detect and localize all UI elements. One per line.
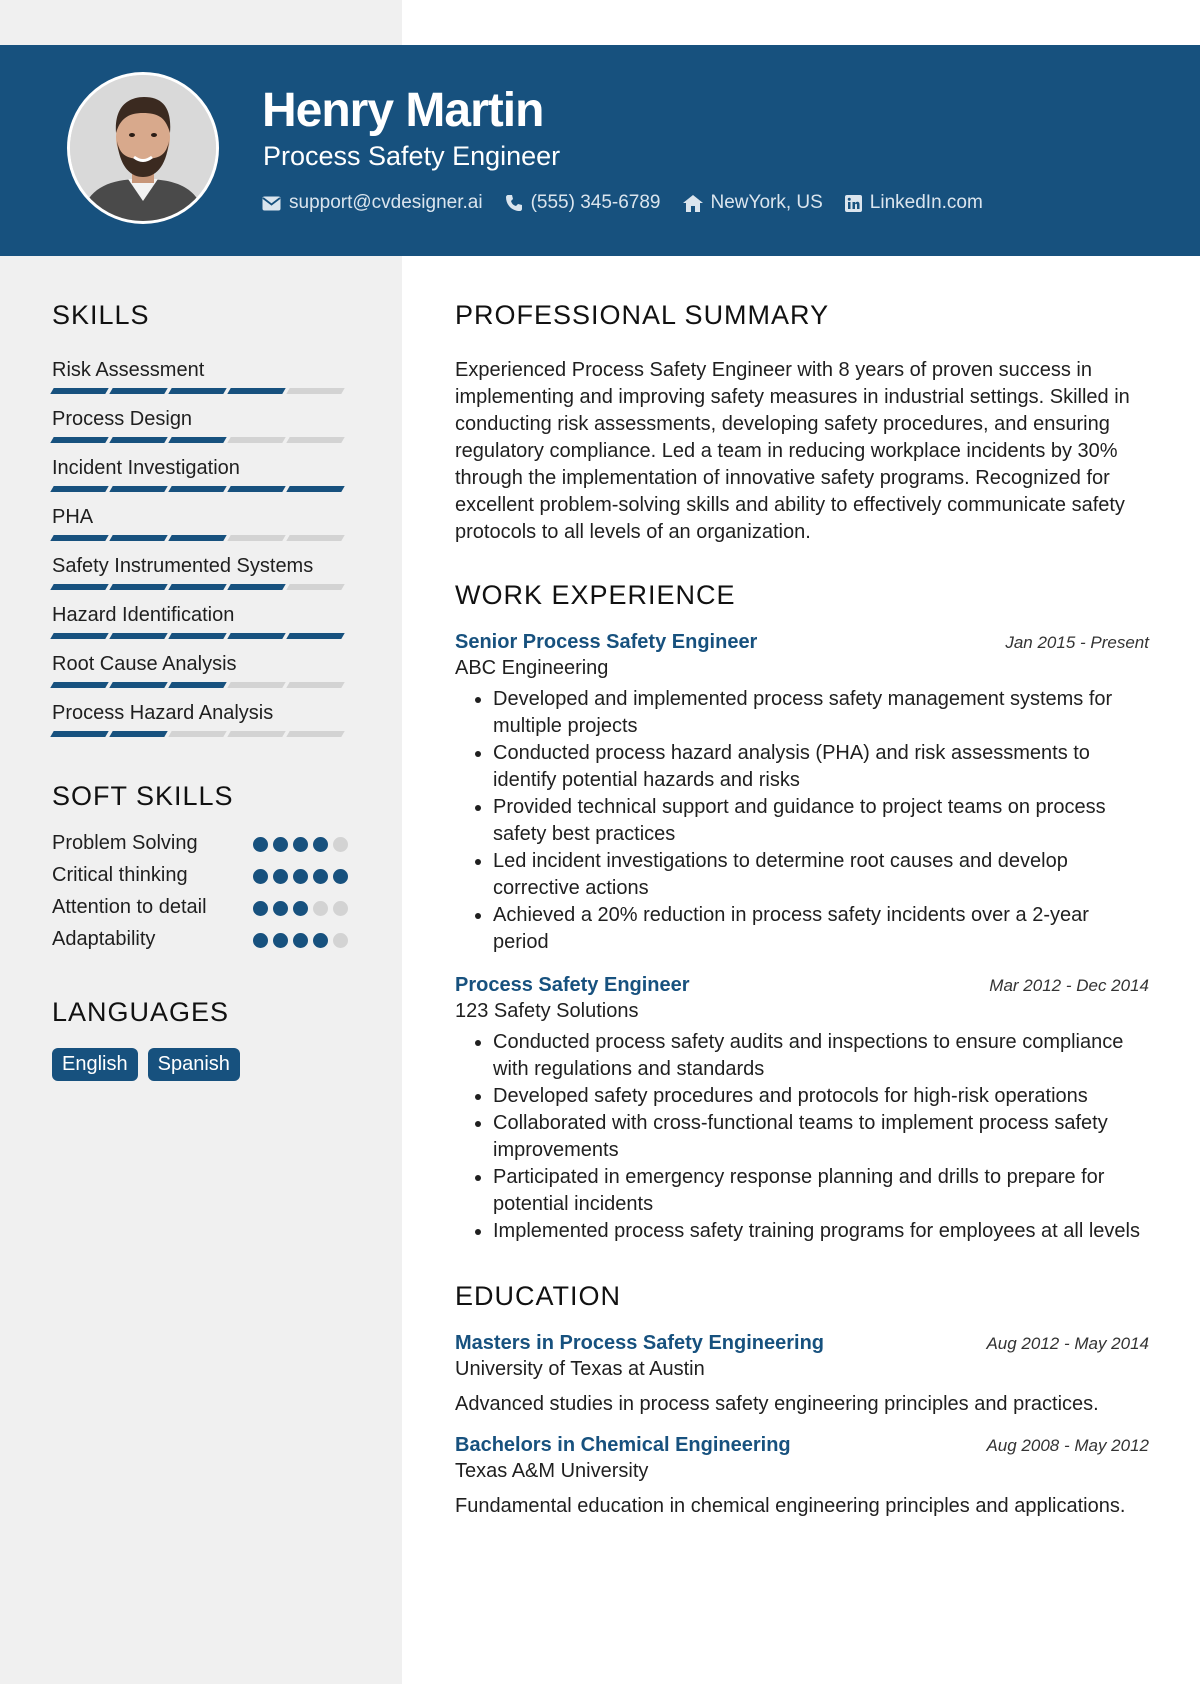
skill-item: [52, 406, 352, 443]
job-bullets: [455, 686, 1149, 956]
skill-name: PHA: [52, 506, 94, 528]
rating-dot: [333, 933, 348, 948]
skill-level-segment: [227, 682, 285, 688]
location-text: NewYork, US: [710, 192, 823, 213]
sidebar: [52, 300, 352, 1081]
skill-name: Risk Assessment: [52, 359, 205, 381]
education-description: Advanced studies in process safety engineering principles and practices.: [455, 1393, 1099, 1415]
rating-dot: [273, 837, 288, 852]
job-title: Senior Process Safety Engineer: [455, 631, 758, 653]
summary-heading: PROFESSIONAL SUMMARY: [455, 300, 830, 330]
skill-level-segment: [109, 682, 167, 688]
skill-item: [52, 455, 352, 492]
experience-heading: WORK EXPERIENCE: [455, 580, 736, 610]
rating-dot: [313, 901, 328, 916]
rating-dot: [273, 933, 288, 948]
soft-skill-name: Attention to detail: [52, 896, 207, 918]
avatar: [67, 72, 219, 224]
skill-level-segment: [227, 584, 285, 590]
skill-level-segment: [168, 731, 226, 737]
languages-heading: LANGUAGES: [52, 997, 230, 1027]
soft-skill-name: Adaptability: [52, 928, 156, 950]
language-badge: Spanish: [148, 1048, 240, 1081]
jobs-list: [455, 631, 1149, 1245]
rating-dot: [313, 933, 328, 948]
job-bullet: • Developed safety procedures and protocols for high-risk operations: [493, 1083, 1149, 1110]
skill-level-segment: [50, 584, 108, 590]
job-bullet: • Led incident investigations to determine root causes and develop corrective actions: [493, 848, 1149, 902]
skill-level-segment: [286, 584, 344, 590]
job-date: Mar 2012 - Dec 2014: [989, 976, 1149, 995]
job-bullet: • Developed and implemented process safety management systems for multiple projects: [493, 686, 1149, 740]
skills-list: [52, 357, 352, 737]
skill-level-segment: [109, 633, 167, 639]
education-header: [455, 1332, 1149, 1355]
resume-header: [0, 45, 1200, 256]
linkedin-text: LinkedIn.com: [869, 192, 983, 213]
skill-level-segment: [227, 486, 285, 492]
skill-level-segment: [109, 437, 167, 443]
education-header: [455, 1434, 1149, 1457]
soft-skill-rating: [253, 933, 348, 948]
skill-level-segment: [227, 535, 285, 541]
skill-item: [52, 602, 352, 639]
skill-level-bar: [52, 584, 352, 590]
soft-skill-name: Critical thinking: [52, 864, 188, 886]
skill-level-segment: [168, 486, 226, 492]
rating-dot: [293, 869, 308, 884]
education-entry: [455, 1434, 1149, 1520]
skill-level-segment: [109, 731, 167, 737]
skill-item: [52, 553, 352, 590]
job-entry: [455, 974, 1149, 1245]
school-name: University of Texas at Austin: [455, 1358, 705, 1380]
skill-level-segment: [227, 633, 285, 639]
degree-title: Masters in Process Safety Engineering: [455, 1332, 825, 1354]
phone-icon: [505, 194, 523, 212]
soft-skill-item: [52, 862, 348, 889]
education-list: [455, 1332, 1149, 1520]
rating-dot: [253, 901, 268, 916]
skill-level-segment: [227, 731, 285, 737]
skill-level-segment: [168, 388, 226, 394]
skill-level-bar: [52, 535, 352, 541]
job-entry: [455, 631, 1149, 956]
skill-level-segment: [168, 437, 226, 443]
skill-level-bar: [52, 731, 352, 737]
education-description: Fundamental education in chemical engineering principles and applications.: [455, 1495, 1126, 1517]
education-date: Aug 2012 - May 2014: [986, 1334, 1149, 1353]
soft-skill-rating: [253, 901, 348, 916]
contact-linkedin[interactable]: [845, 192, 983, 214]
skill-level-segment: [286, 682, 344, 688]
linkedin-icon: [845, 195, 862, 212]
phone-text: (555) 345-6789: [530, 192, 661, 213]
skill-name: Hazard Identification: [52, 604, 235, 626]
skill-level-bar: [52, 388, 352, 394]
skill-level-segment: [50, 437, 108, 443]
rating-dot: [293, 837, 308, 852]
skill-level-segment: [50, 633, 108, 639]
soft-skills-heading: SOFT SKILLS: [52, 781, 234, 811]
home-icon: [683, 195, 703, 212]
contact-bar: [262, 192, 983, 214]
soft-skill-item: [52, 894, 348, 921]
rating-dot: [333, 869, 348, 884]
envelope-icon: [262, 196, 281, 211]
soft-skill-item: [52, 926, 348, 953]
skill-level-segment: [168, 682, 226, 688]
candidate-title: Process Safety Engineer: [263, 141, 561, 171]
rating-dot: [293, 901, 308, 916]
contact-phone[interactable]: [505, 192, 661, 214]
skill-level-segment: [286, 535, 344, 541]
skill-level-segment: [109, 584, 167, 590]
rating-dot: [273, 901, 288, 916]
candidate-name: Henry Martin: [262, 84, 544, 137]
skills-heading: SKILLS: [52, 300, 150, 330]
skill-level-segment: [50, 682, 108, 688]
job-bullet: • Conducted process hazard analysis (PHA) and risk assessments to identify potential hazards and risks: [493, 740, 1149, 794]
skill-level-segment: [50, 486, 108, 492]
rating-dot: [253, 869, 268, 884]
job-bullet: • Participated in emergency response planning and drills to prepare for potential incidents: [493, 1164, 1149, 1218]
rating-dot: [313, 869, 328, 884]
skill-level-segment: [168, 584, 226, 590]
skill-level-segment: [286, 388, 344, 394]
skill-level-segment: [109, 535, 167, 541]
email-text: support@cvdesigner.ai: [289, 192, 483, 213]
skill-level-segment: [286, 633, 344, 639]
job-bullet: • Achieved a 20% reduction in process safety incidents over a 2-year period: [493, 902, 1149, 956]
skill-name: Safety Instrumented Systems: [52, 555, 314, 577]
skill-level-segment: [286, 486, 344, 492]
skill-level-segment: [50, 731, 108, 737]
skill-item: [52, 504, 352, 541]
skill-name: Root Cause Analysis: [52, 653, 237, 675]
rating-dot: [313, 837, 328, 852]
skill-level-segment: [227, 388, 285, 394]
school-name: Texas A&M University: [455, 1460, 649, 1482]
skill-item: [52, 700, 352, 737]
job-bullet: • Implemented process safety training programs for employees at all levels: [493, 1218, 1149, 1245]
job-date: Jan 2015 - Present: [1005, 633, 1149, 652]
skill-level-segment: [286, 437, 344, 443]
skill-level-segment: [109, 388, 167, 394]
skill-level-segment: [168, 633, 226, 639]
skill-item: [52, 357, 352, 394]
skill-level-bar: [52, 437, 352, 443]
contact-location: [683, 192, 823, 214]
skill-item: [52, 651, 352, 688]
skill-name: Process Hazard Analysis: [52, 702, 274, 724]
soft-skill-item: [52, 830, 348, 857]
degree-title: Bachelors in Chemical Engineering: [455, 1434, 791, 1456]
job-header: [455, 631, 1149, 654]
rating-dot: [253, 837, 268, 852]
job-bullet: • Provided technical support and guidance to project teams on process safety best practices: [493, 794, 1149, 848]
rating-dot: [293, 933, 308, 948]
job-header: [455, 974, 1149, 997]
soft-skill-rating: [253, 837, 348, 852]
job-bullet: • Collaborated with cross-functional teams to implement process safety improvements: [493, 1110, 1149, 1164]
job-bullets: [455, 1029, 1149, 1245]
soft-skills-list: [52, 830, 352, 953]
skill-level-segment: [227, 437, 285, 443]
skill-level-bar: [52, 486, 352, 492]
skill-level-segment: [109, 486, 167, 492]
language-badge: English: [52, 1048, 138, 1081]
rating-dot: [333, 837, 348, 852]
skill-name: Incident Investigation: [52, 457, 240, 479]
main-content: [455, 300, 1149, 1520]
soft-skill-name: Problem Solving: [52, 832, 198, 854]
rating-dot: [273, 869, 288, 884]
education-date: Aug 2008 - May 2012: [986, 1436, 1149, 1455]
education-heading: EDUCATION: [455, 1281, 622, 1311]
education-entry: [455, 1332, 1149, 1418]
skill-level-segment: [286, 731, 344, 737]
skill-level-segment: [168, 535, 226, 541]
contact-email[interactable]: [262, 192, 483, 214]
company-name: ABC Engineering: [455, 657, 609, 679]
summary-text: Experienced Process Safety Engineer with 8 years of proven success in implementing and improving safety measures in industrial settings. Skilled in conducting risk assessments, developing safety procedures, and ensuring regulatory compliance. Led a team in reducing workplace incidents by 30% through the implementation of innovative safety programs. Recognized for excellent problem-solving skills and ability to effectively communicate safety protocols to all levels of an organization.: [455, 359, 1130, 543]
skill-level-segment: [50, 388, 108, 394]
job-bullet: • Conducted process safety audits and inspections to ensure compliance with regulations and standards: [493, 1029, 1149, 1083]
skill-level-bar: [52, 682, 352, 688]
job-title: Process Safety Engineer: [455, 974, 690, 996]
languages-list: [52, 1048, 352, 1081]
rating-dot: [253, 933, 268, 948]
skill-level-bar: [52, 633, 352, 639]
rating-dot: [333, 901, 348, 916]
skill-name: Process Design: [52, 408, 193, 430]
skill-level-segment: [50, 535, 108, 541]
company-name: 123 Safety Solutions: [455, 1000, 639, 1022]
soft-skill-rating: [253, 869, 348, 884]
